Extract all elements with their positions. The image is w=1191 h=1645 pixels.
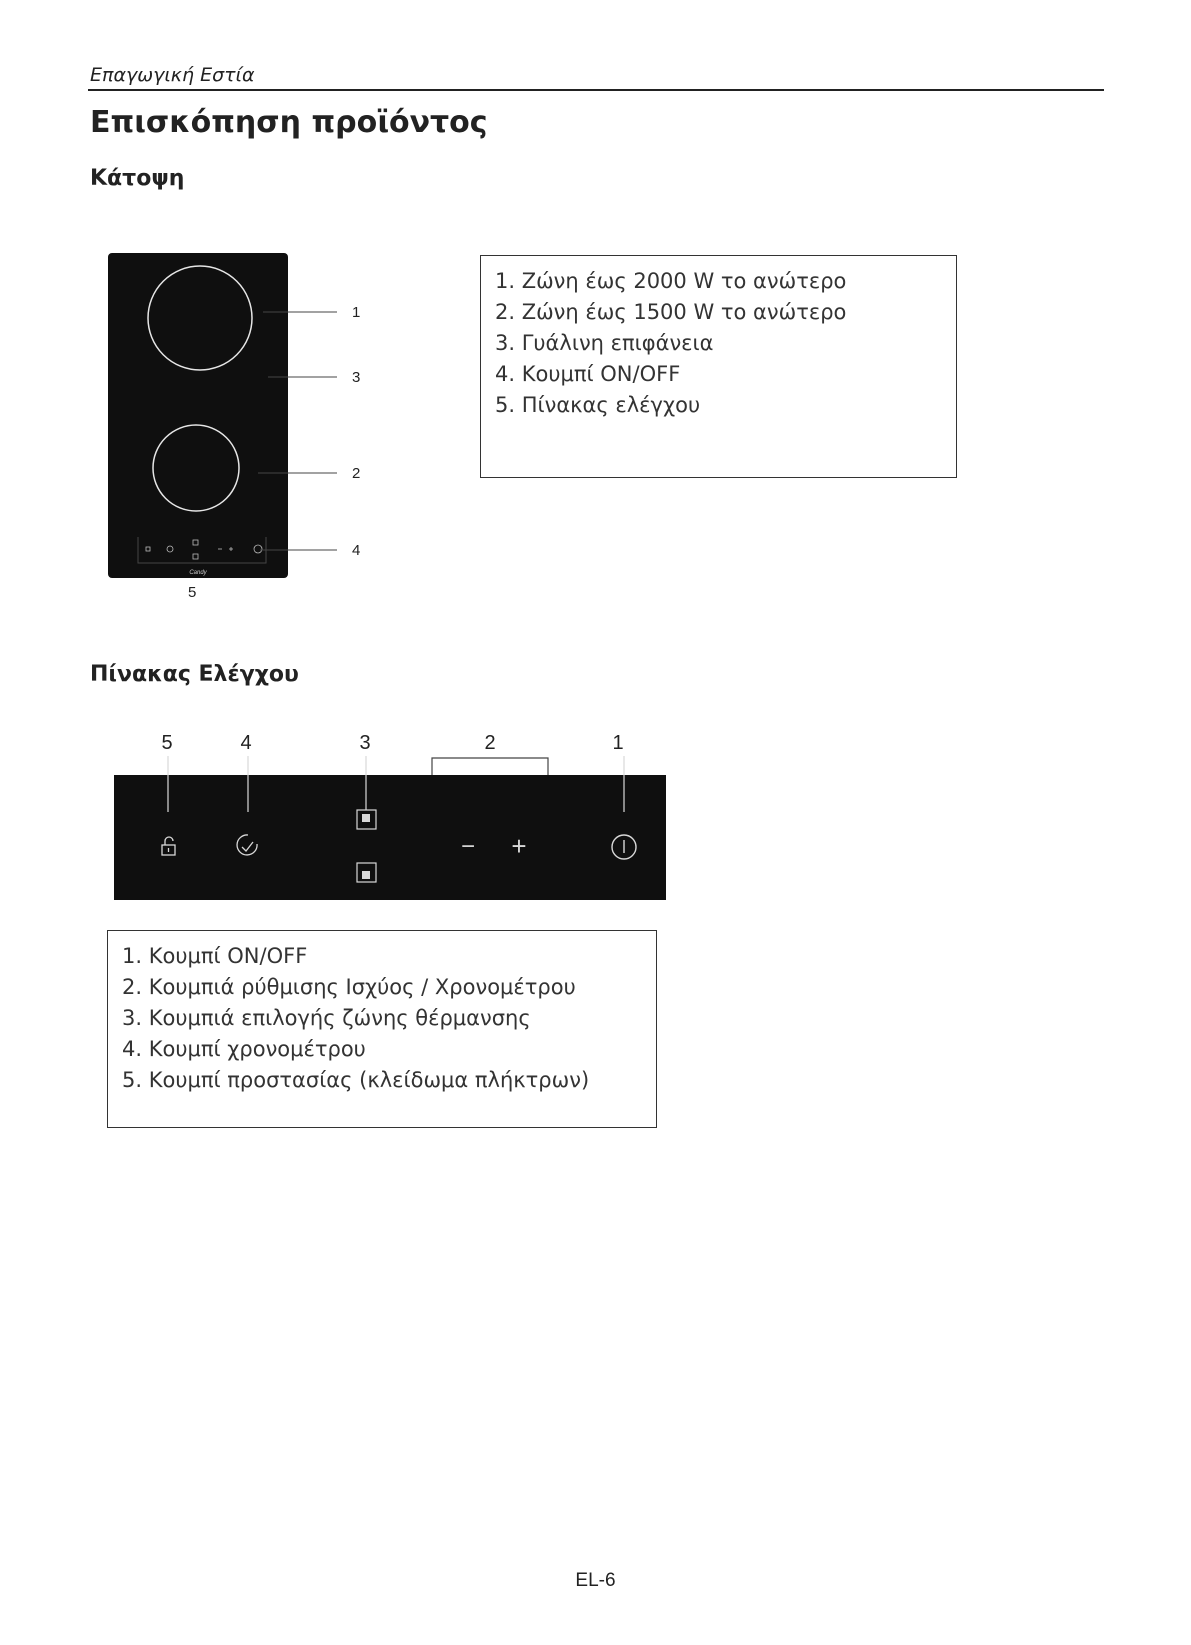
callout-1: 1 [352,304,361,321]
page-title: Επισκόπηση προϊόντος [90,105,488,140]
legend-item: 1. Κουμπί ON/OFF [122,944,308,968]
bracket-2 [432,758,548,775]
callout-3: 3 [352,369,361,386]
page-number: EL-6 [575,1570,616,1591]
brand-logo: Candy [189,570,207,576]
panel-callout-2: 2 [484,732,496,754]
legend-item: 5. Κουμπί προστασίας (κλείδωμα πλήκτρων) [122,1068,590,1092]
control-panel-heading: Πίνακας Ελέγχου [90,662,299,687]
control-panel-legend [107,930,657,1128]
header-rule [88,89,1104,91]
callout-2: 2 [352,465,361,482]
running-title: Επαγωγική Εστία [90,64,255,86]
callout-4: 4 [352,542,361,559]
hob-plan-diagram [100,245,380,605]
plan-view-heading: Κάτοψη [90,166,185,191]
plan-view-legend [480,255,957,478]
glass-surface [108,253,288,578]
legend-item: 1. Ζώνη έως 2000 W το ανώτερο [495,269,847,293]
legend-item: 2. Ζώνη έως 1500 W το ανώτερο [495,300,847,324]
legend-item: 3. Κουμπιά επιλογής ζώνης θέρμανσης [122,1006,531,1030]
legend-item: 2. Κουμπιά ρύθμισης Ισχύος / Χρονομέτρου [122,975,576,999]
legend-item: 3. Γυάλινη επιφάνεια [495,331,714,355]
legend-item: 4. Κουμπί ON/OFF [495,362,681,386]
panel-callout-5: 5 [161,732,173,754]
plus-icon[interactable]: + [511,831,527,861]
panel-callout-1: 1 [612,732,624,754]
panel-glass [114,775,666,900]
panel-callout-4: 4 [240,732,252,754]
callout-5: 5 [188,584,197,601]
legend-item: 5. Πίνακας ελέγχου [495,393,701,417]
minus-icon[interactable]: − [460,833,476,860]
panel-callout-3: 3 [359,732,371,754]
legend-item: 4. Κουμπί χρονομέτρου [122,1037,366,1061]
control-panel-diagram [110,722,670,907]
